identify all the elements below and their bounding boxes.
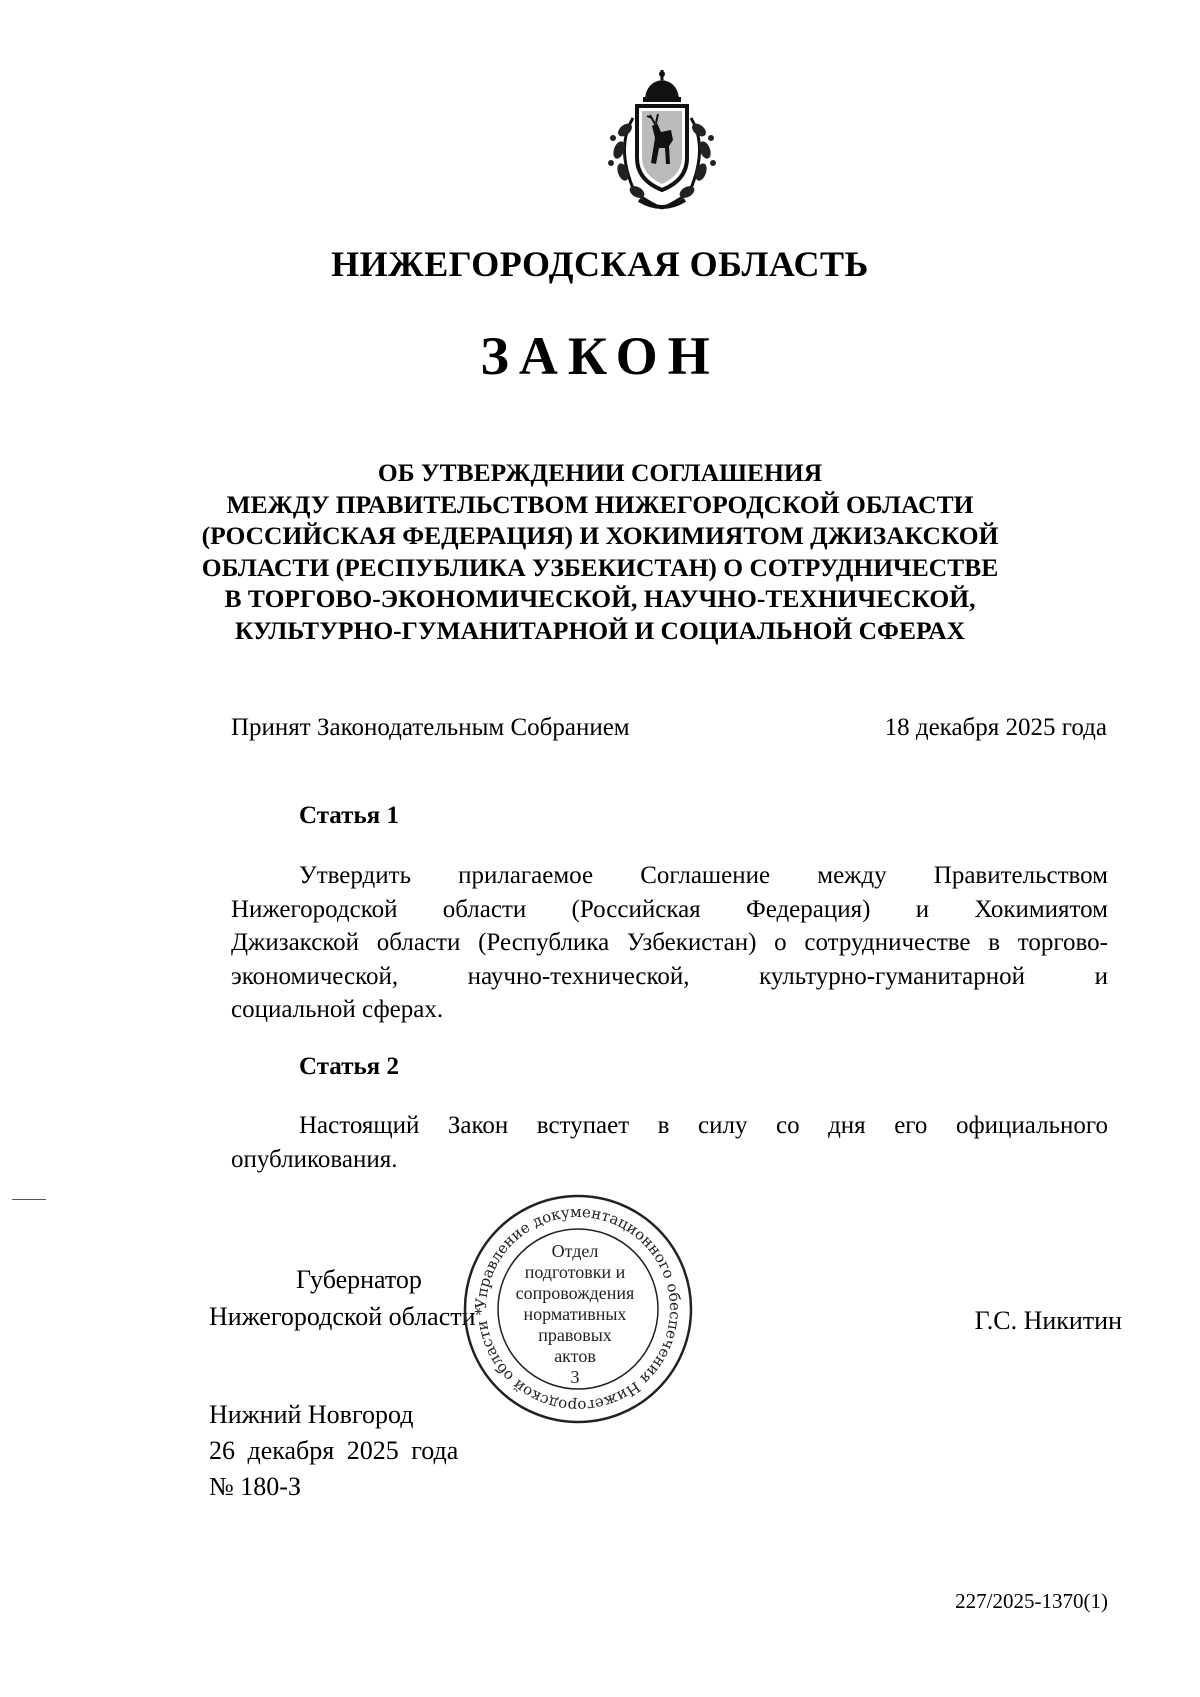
signatory-name: Г.С. Никитин: [974, 1306, 1122, 1335]
article-2-line: опубликования.: [231, 1145, 398, 1173]
signatory-title-line2: Нижегородской области: [209, 1302, 476, 1331]
subject-line: ОБЛАСТИ (РЕСПУБЛИКА УЗБЕКИСТАН) О СОТРУДНИЧЕСТВЕ: [201, 552, 999, 582]
law-number: № 180-З: [209, 1472, 301, 1501]
article-1-line: Утвердить прилагаемое Соглашение между Правительством: [299, 862, 1108, 889]
subject-line: МЕЖДУ ПРАВИТЕЛЬСТВОМ НИЖЕГОРОДСКОЙ ОБЛАСТИ: [226, 489, 974, 519]
coat-of-arms-emblem: [595, 68, 730, 213]
article-1-body: [231, 859, 1108, 1027]
subject-line: КУЛЬТУРНО-ГУМАНИТАРНОЙ И СОЦИАЛЬНОЙ СФЕРАХ: [234, 615, 966, 645]
document-type-title: ЗАКОН: [480, 326, 720, 386]
article-1-heading: Статья 1: [299, 802, 399, 829]
subject-line: ОБ УТВЕРЖДЕНИИ СОГЛАШЕНИЯ: [377, 458, 823, 487]
margin-mark: [12, 1199, 46, 1200]
stamp-ring-text: Управление документационного обеспечения Нижегородской области *: [471, 1202, 685, 1416]
region-heading: НИЖЕГОРОДСКАЯ ОБЛАСТЬ: [331, 244, 869, 284]
article-1-line: экономической, научно-технической, культурно-гуманитарной и: [231, 962, 1108, 990]
article-1-line: Джизакской области (Республика Узбекистан) о сотрудничестве в торгово-: [231, 929, 1108, 956]
adoption-label: Принят Законодательным Собранием: [231, 714, 630, 741]
article-1-line: Нижегородской области (Российская Федерация) и Хокимиятом: [231, 895, 1108, 923]
stamp-center-text: Отдел подготовки и сопровождения нормативных правовых актов 3: [515, 1241, 635, 1387]
document-reference: 227/2025-1370(1): [955, 1589, 1108, 1613]
article-2-line: Настоящий Закон вступает в силу со дня его официального: [299, 1112, 1108, 1139]
signatory-title-line1: Губернатор: [296, 1265, 422, 1294]
signing-city: Нижний Новгород: [209, 1400, 414, 1429]
article-2-heading: Статья 2: [299, 1053, 399, 1080]
subject-line: В ТОРГОВО-ЭКОНОМИЧЕСКОЙ, НАУЧНО-ТЕХНИЧЕСКОЙ,: [224, 584, 976, 613]
article-1-line: социальной сферах.: [231, 996, 444, 1023]
law-subject-title: [150, 457, 1050, 646]
signing-date: 26 декабря 2025 года: [209, 1436, 459, 1465]
subject-line: (РОССИЙСКАЯ ФЕДЕРАЦИЯ) И ХОКИМИЯТОМ ДЖИЗАКСКОЙ: [201, 521, 999, 550]
adoption-date: 18 декабря 2025 года: [884, 714, 1107, 741]
article-2-body: [231, 1109, 1108, 1176]
